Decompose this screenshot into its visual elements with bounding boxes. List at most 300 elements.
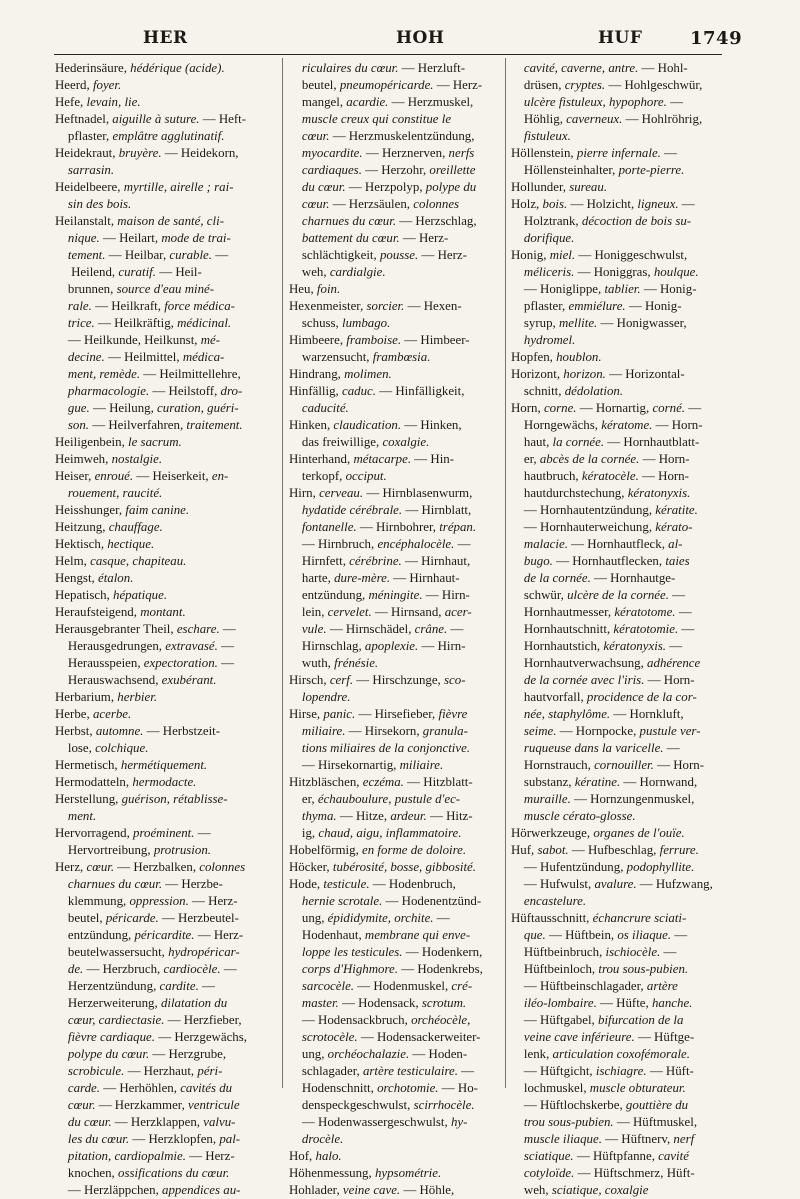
german-headword: — Hirnbohrer,: [356, 520, 440, 534]
german-headword: — Herz-: [418, 248, 467, 262]
entry-line: [511, 1063, 723, 1080]
french-translation: méliceris.: [523, 265, 575, 279]
entry-line: [55, 1080, 277, 1097]
french-translation: hermétiquement.: [120, 758, 208, 772]
german-headword: — Hitzblatt-: [403, 775, 473, 789]
german-headword: Hederinsäure,: [55, 61, 131, 75]
german-headword: — Hufentzündung,: [511, 860, 627, 874]
entry-line: [289, 1114, 499, 1131]
german-headword: [289, 231, 302, 245]
entry-line: [511, 706, 723, 723]
entry-line: [289, 1063, 499, 1080]
german-headword: [511, 537, 524, 551]
french-translation: carde.: [67, 1081, 100, 1095]
entry-line: [511, 638, 723, 655]
french-translation: hanche.: [651, 996, 693, 1010]
french-translation: méningite.: [368, 588, 423, 602]
entry-line: [511, 995, 723, 1012]
german-headword: — Herz-: [185, 1149, 235, 1163]
german-headword: Hornhautschnitt,: [511, 622, 614, 636]
french-translation: artère testiculaire.: [362, 1064, 458, 1078]
entry-line: [289, 1131, 499, 1148]
entry-line: [511, 298, 723, 315]
entry-line: [55, 1029, 277, 1046]
german-headword: [55, 1115, 68, 1129]
french-translation: métacarpe.: [353, 452, 412, 466]
german-headword: — Horn-: [639, 452, 690, 466]
french-translation: frénésie.: [334, 656, 379, 670]
german-headword: [55, 248, 68, 262]
entry-line: [289, 621, 499, 638]
entry-line: [289, 1165, 499, 1182]
german-headword: [55, 367, 68, 381]
entry-line: [289, 910, 499, 927]
french-translation: cornouiller.: [594, 758, 654, 772]
french-translation: porte-pierre.: [618, 163, 685, 177]
french-translation: nostalgie.: [111, 452, 163, 466]
german-headword: —: [219, 622, 236, 636]
entry-line: [55, 179, 277, 196]
entry-line: [511, 655, 723, 672]
german-headword: Helm,: [55, 554, 91, 568]
entry-line: [55, 604, 277, 621]
entry-line: [55, 995, 277, 1012]
german-headword: — Herzklappen,: [111, 1115, 204, 1129]
french-translation: caduc.: [342, 384, 377, 398]
german-headword: — Hüftbeinschlagader,: [511, 979, 647, 993]
german-headword: Heu,: [289, 282, 317, 296]
french-translation: hydatide cérébrale.: [301, 503, 403, 517]
german-headword: —: [457, 1064, 475, 1078]
french-translation: dro-: [220, 384, 243, 398]
german-headword: pflaster,: [55, 129, 113, 143]
german-headword: —: [212, 248, 229, 262]
german-headword: [55, 197, 68, 211]
german-headword: — Herzklopfen,: [129, 1132, 220, 1146]
german-headword: Herausspeien,: [55, 656, 144, 670]
german-headword: — Hodensackbruch,: [289, 1013, 412, 1027]
entry-line: [55, 842, 277, 859]
entry-line: [289, 468, 499, 485]
german-headword: Heidelbeere,: [55, 180, 124, 194]
german-headword: lochmuskel,: [511, 1081, 590, 1095]
french-translation: orchéochalazie.: [327, 1047, 410, 1061]
german-headword: [55, 299, 68, 313]
french-translation: que.: [523, 928, 546, 942]
german-headword: — Herhöhlen,: [100, 1081, 181, 1095]
entry-line: [289, 179, 499, 196]
german-headword: — Hüftbein,: [545, 928, 618, 942]
german-headword: lein,: [289, 605, 328, 619]
entry-line: [55, 502, 277, 519]
running-header: [0, 28, 800, 54]
german-headword: — Hirnhaut,: [401, 554, 471, 568]
french-translation: proéminent.: [133, 826, 195, 840]
french-translation: dilatation du: [160, 996, 228, 1010]
german-headword: [55, 231, 68, 245]
german-headword: — Heil-: [155, 265, 202, 279]
german-headword: Herbe,: [55, 707, 93, 721]
french-translation: dure-mère.: [334, 571, 391, 585]
german-headword: — Hohlgeschwür,: [605, 78, 703, 92]
german-headword: [289, 503, 302, 517]
french-translation: orchéocèle,: [411, 1013, 471, 1027]
german-headword: —: [660, 146, 678, 160]
entry-line: [55, 349, 277, 366]
entry-line: [511, 1012, 723, 1029]
entry-line: [55, 468, 277, 485]
german-headword: hautdurchstechung,: [511, 486, 628, 500]
entry-line: [289, 944, 499, 961]
french-translation: sarrasin.: [67, 163, 115, 177]
french-translation: panic.: [323, 707, 356, 721]
german-headword: weh,: [289, 265, 330, 279]
german-headword: Hornhautstich,: [511, 639, 604, 653]
german-headword: Herbst,: [55, 724, 96, 738]
german-headword: —: [678, 197, 695, 211]
entry-line: [511, 910, 723, 927]
french-translation: lumbago.: [342, 316, 391, 330]
german-headword: — Hirnschädel,: [326, 622, 415, 636]
entry-line: [289, 808, 499, 825]
french-translation: myocardite.: [301, 146, 363, 160]
german-headword: Hode,: [289, 877, 324, 891]
entry-line: [289, 604, 499, 621]
german-headword: Herstellung,: [55, 792, 122, 806]
french-translation: cœur.: [86, 860, 115, 874]
german-headword: — Hohlröhrig,: [622, 112, 703, 126]
german-headword: —: [220, 962, 237, 976]
french-translation: ulcère de la cornée.: [567, 588, 669, 602]
german-headword: Hodenhaut,: [289, 928, 365, 942]
german-headword: — Hodenmuskel,: [354, 979, 452, 993]
german-headword: — Hodenwassergeschwulst,: [289, 1115, 451, 1129]
german-headword: — Hornhautfleck,: [567, 537, 669, 551]
entry-line: [55, 655, 277, 672]
french-translation: foin.: [316, 282, 341, 296]
entry-line: [55, 247, 277, 264]
french-translation: chaud, aigu, inflammatoire.: [318, 826, 462, 840]
entry-line: [511, 842, 723, 859]
entry-line: [55, 1131, 277, 1148]
french-translation: caverneux.: [566, 112, 623, 126]
german-headword: — Herzhaut,: [124, 1064, 198, 1078]
french-translation: scrotocèle.: [301, 1030, 358, 1044]
entry-line: [289, 570, 499, 587]
french-translation: tablier.: [604, 282, 641, 296]
entry-line: [511, 434, 723, 451]
german-headword: Hornhautmesser,: [511, 605, 615, 619]
entry-line: [511, 60, 723, 77]
german-headword: [511, 673, 524, 687]
german-headword: Höhlig,: [511, 112, 567, 126]
french-translation: ruqueuse dans la varicelle.: [523, 741, 664, 755]
french-translation: ferrure.: [659, 843, 699, 857]
header-center-guideword: HOH: [396, 28, 445, 48]
french-translation: bifurcation de la: [598, 1013, 684, 1027]
french-translation: decine.: [67, 350, 105, 364]
german-headword: [511, 95, 524, 109]
entry-line: [289, 315, 499, 332]
french-translation: pustule ver-: [639, 724, 701, 738]
german-headword: Herbarium,: [55, 690, 118, 704]
german-headword: Herzentzündung,: [55, 979, 160, 993]
german-headword: mangel,: [289, 95, 347, 109]
entry-line: [289, 927, 499, 944]
german-headword: [289, 996, 302, 1010]
french-translation: automne.: [95, 724, 144, 738]
german-headword: Hodenschnitt,: [289, 1081, 378, 1095]
entry-line: [289, 349, 499, 366]
entry-line: [55, 128, 277, 145]
entry-line: [55, 315, 277, 332]
german-headword: — Hirsekornartig,: [289, 758, 400, 772]
german-headword: — Herzmuskelentzündung,: [329, 129, 475, 143]
french-translation: en forme de doloire.: [362, 843, 467, 857]
german-headword: [289, 894, 302, 908]
german-headword: — Hodensack,: [338, 996, 422, 1010]
entry-line: [289, 298, 499, 315]
entry-line: [511, 196, 723, 213]
entry-line: [511, 519, 723, 536]
french-translation: sco-: [444, 673, 466, 687]
german-headword: Heraufsteigend,: [55, 605, 141, 619]
french-translation: hypsométrie.: [374, 1166, 442, 1180]
french-translation: extravasé.: [165, 639, 218, 653]
french-translation: nerfs: [448, 146, 475, 160]
german-headword: — Heilung,: [89, 401, 158, 415]
entry-line: [289, 791, 499, 808]
german-headword: Hitzbläschen,: [289, 775, 363, 789]
french-translation: étalon.: [97, 571, 134, 585]
entry-line: [55, 332, 277, 349]
entry-line: [511, 893, 723, 910]
french-translation: master.: [301, 996, 339, 1010]
german-headword: —: [454, 537, 471, 551]
german-headword: [289, 197, 302, 211]
german-headword: — Herzmuskel,: [388, 95, 474, 109]
german-headword: — Honig-: [625, 299, 682, 313]
french-translation: oppression.: [129, 894, 189, 908]
french-translation: muscle iliaque.: [523, 1132, 602, 1146]
french-translation: muscle obturateur.: [589, 1081, 686, 1095]
french-translation: colonnes: [413, 197, 460, 211]
entry-line: [511, 264, 723, 281]
german-headword: — Hirnsand,: [371, 605, 445, 619]
entry-line: [289, 689, 499, 706]
french-translation: scrobicule.: [67, 1064, 125, 1078]
french-translation: hermodacte.: [132, 775, 197, 789]
entry-line: [55, 298, 277, 315]
entry-line: [55, 689, 277, 706]
entry-line: [511, 604, 723, 621]
german-headword: [55, 316, 68, 330]
entry-line: [289, 1182, 499, 1199]
german-headword: Heftnadel,: [55, 112, 113, 126]
french-translation: cotyloïde.: [523, 1166, 575, 1180]
entry-line: [55, 417, 277, 434]
french-translation: sureau.: [569, 180, 608, 194]
entry-line: [55, 519, 277, 536]
french-translation: dorifique.: [523, 231, 575, 245]
entry-line: [55, 1165, 277, 1182]
french-translation: miliaire.: [399, 758, 444, 772]
german-headword: [511, 333, 524, 347]
entry-line: [289, 553, 499, 570]
entry-line: [55, 213, 277, 230]
german-headword: [511, 894, 524, 908]
entry-line: [289, 94, 499, 111]
german-headword: — Heft-: [199, 112, 247, 126]
german-headword: — Honiglippe,: [511, 282, 605, 296]
german-headword: — Hirsefieber,: [355, 707, 439, 721]
german-headword: [511, 265, 524, 279]
german-headword: Hirnfett,: [289, 554, 350, 568]
german-headword: schnitt,: [511, 384, 565, 398]
entry-line: [511, 978, 723, 995]
german-headword: [55, 877, 68, 891]
french-translation: rouement, raucité.: [67, 486, 163, 500]
entry-line: [511, 366, 723, 383]
entry-line: [55, 978, 277, 995]
french-translation: échauboulure, pustule d'ec-: [317, 792, 461, 806]
entry-line: [511, 740, 723, 757]
german-headword: Herausgebranter Theil,: [55, 622, 177, 636]
french-translation: nerf: [673, 1132, 695, 1146]
german-headword: Herausgedrungen,: [55, 639, 166, 653]
french-translation: le sacrum.: [128, 435, 182, 449]
french-translation: pierre infernale.: [576, 146, 661, 160]
entry-line: [289, 451, 499, 468]
german-headword: — Honig-: [640, 282, 697, 296]
french-translation: bois.: [542, 197, 568, 211]
german-headword: — Hohl-: [638, 61, 688, 75]
german-headword: — Hinken,: [401, 418, 462, 432]
german-headword: [55, 1132, 68, 1146]
french-translation: décoction de bois su-: [581, 214, 692, 228]
entry-line: [511, 570, 723, 587]
german-headword: — Heilmittel,: [104, 350, 183, 364]
german-headword: — Honigwasser,: [597, 316, 687, 330]
german-headword: — Heidekorn,: [161, 146, 239, 160]
french-translation: curatif.: [118, 265, 156, 279]
entry-line: [55, 1097, 277, 1114]
german-headword: — Herz-: [194, 928, 244, 942]
french-translation: acerbe.: [92, 707, 132, 721]
german-headword: [289, 1132, 302, 1146]
french-translation: hédérique (acide).: [130, 61, 225, 75]
entry-line: [289, 1080, 499, 1097]
entry-line: [511, 876, 723, 893]
german-headword: Hirnschlag,: [289, 639, 365, 653]
german-headword: [511, 231, 524, 245]
german-headword: — Heilkunde, Heilkunst,: [55, 333, 201, 347]
french-translation: de.: [67, 962, 84, 976]
german-headword: Hornstrauch,: [511, 758, 595, 772]
french-translation: bruyère.: [118, 146, 162, 160]
french-translation: du cœur.: [67, 1115, 112, 1129]
german-headword: Hirsch,: [289, 673, 330, 687]
french-translation: charnues du cœur.: [67, 877, 163, 891]
german-headword: [55, 401, 68, 415]
entry-line: [55, 1046, 277, 1063]
french-translation: artère: [646, 979, 678, 993]
german-headword: —: [198, 979, 215, 993]
german-headword: er,: [511, 452, 540, 466]
german-headword: Holz,: [511, 197, 543, 211]
german-headword: — Herzkammer,: [95, 1098, 189, 1112]
entry-line: [511, 383, 723, 400]
german-headword: wuth,: [289, 656, 335, 670]
french-translation: miliaire.: [301, 724, 346, 738]
german-headword: entzündung,: [289, 588, 369, 602]
entry-line: [55, 876, 277, 893]
entry-line: [55, 60, 277, 77]
german-headword: — Heilmittellehre,: [140, 367, 241, 381]
german-headword: [55, 1098, 68, 1112]
german-headword: [511, 928, 524, 942]
german-headword: — Hüftlochskerbe,: [511, 1098, 626, 1112]
entry-line: [511, 1097, 723, 1114]
french-translation: les du cœur.: [67, 1132, 130, 1146]
french-translation: gouttière du: [625, 1098, 689, 1112]
german-headword: — Herzbruch,: [83, 962, 164, 976]
french-translation: ventricule: [188, 1098, 240, 1112]
entry-line: [55, 672, 277, 689]
german-headword: — Hornkluft,: [610, 707, 684, 721]
german-headword: — Herzbe-: [162, 877, 223, 891]
french-translation: tement.: [67, 248, 106, 262]
french-translation: née, staphylôme.: [523, 707, 611, 721]
entry-line: [289, 1148, 499, 1165]
french-translation: encastelure.: [523, 894, 587, 908]
german-headword: [289, 401, 302, 415]
french-translation: trice.: [67, 316, 95, 330]
header-right-guideword: HUF: [598, 28, 643, 48]
french-translation: podophyllite.: [626, 860, 695, 874]
entry-line: [511, 468, 723, 485]
entry-line: [55, 927, 277, 944]
french-translation: membrane qui enve-: [364, 928, 471, 942]
french-translation: scrotum.: [421, 996, 467, 1010]
french-translation: corné.: [652, 401, 686, 415]
german-headword: — Herz-: [188, 894, 238, 908]
french-translation: emplâtre agglutinatif.: [112, 129, 225, 143]
german-headword: Heidekraut,: [55, 146, 119, 160]
entry-line: [289, 842, 499, 859]
entry-line: [55, 451, 277, 468]
german-headword: weh,: [511, 1183, 552, 1197]
french-translation: cardite.: [159, 979, 199, 993]
french-translation: hydromel.: [523, 333, 576, 347]
german-headword: — Hirn-: [418, 639, 466, 653]
german-headword: syrup,: [511, 316, 559, 330]
french-translation: source d'eau miné-: [116, 282, 215, 296]
german-headword: — Hin-: [411, 452, 455, 466]
german-headword: — Hitze,: [336, 809, 391, 823]
french-translation: cervelet.: [327, 605, 372, 619]
french-translation: ment.: [67, 809, 97, 823]
entry-line: [511, 927, 723, 944]
header-left-guideword: HER: [143, 28, 188, 48]
entry-line: [511, 672, 723, 689]
entry-line: [55, 910, 277, 927]
entry-line: [55, 1114, 277, 1131]
entry-line: [511, 213, 723, 230]
french-translation: cryptes.: [564, 78, 606, 92]
german-headword: — Herzbeutel-: [158, 911, 239, 925]
german-headword: denspeckgeschwulst,: [289, 1098, 414, 1112]
